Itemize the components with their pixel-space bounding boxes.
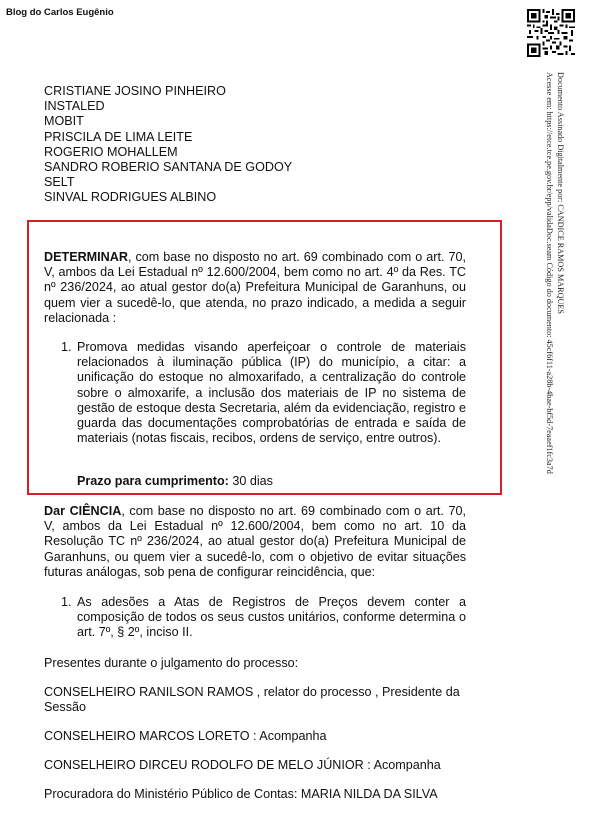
conselheiro-line: CONSELHEIRO RANILSON RAMOS , relator do processo , Presidente da Sessão xyxy=(44,685,460,715)
ciencia-keyword: Dar CIÊNCIA xyxy=(44,504,122,518)
qr-code xyxy=(527,9,575,57)
names-list xyxy=(44,84,292,206)
name-item: ROGERIO MOHALLEM xyxy=(44,144,178,159)
name-item: PRISCILA DE LIMA LEITE xyxy=(44,129,193,144)
prazo-label: Prazo para cumprimento: xyxy=(77,474,229,488)
item-text: As adesões a Atas de Registros de Preços devem conter a composição de todos os seus custos unitários, conforme determina o art. 7º, § 2º, inciso II. xyxy=(77,595,466,640)
conselheiro-line: CONSELHEIRO MARCOS LORETO : Acompanha xyxy=(44,729,327,743)
validation-line: Acesse em: https://etce.tce.pe.gov.br/epp/validaDoc.seam Código do documento: 45cf6f11-a28b-4bae-bf5d-7eaaef1fc3a7d xyxy=(545,72,554,474)
name-item: MOBIT xyxy=(44,114,84,129)
name-item: CRISTIANE JOSINO PINHEIRO xyxy=(44,84,226,98)
signature-line: Documento Assinado Digitalmente por: CANDICE RAMOS MARQUES xyxy=(556,72,565,314)
determinar-keyword: DETERMINAR xyxy=(44,250,128,264)
determinar-paragraph xyxy=(44,250,466,326)
prazo-line xyxy=(77,474,517,489)
ciencia-paragraph xyxy=(44,504,466,580)
blog-title: Blog do Carlos Eugênio xyxy=(6,7,114,18)
item-number: 1. xyxy=(61,595,72,609)
name-item: SANDRO ROBERIO SANTANA DE GODOY xyxy=(44,160,293,175)
presentes-line: Presentes durante o julgamento do processo: xyxy=(44,656,299,670)
item-number: 1. xyxy=(61,340,72,354)
determinar-text: , com base no disposto no art. 69 combinado com o art. 70, V, ambos da Lei Estadual nº 12.600/2004, bem como no art. 4º da Res. TC nº 236/2024, ao atual gestor do(a) Prefeitura Municipal de Garanhuns, ou quem vier a sucedê-lo, que atenda, no prazo indicado, a medida a seguir relacionada : xyxy=(44,250,466,325)
conselheiro-line: CONSELHEIRO DIRCEU RODOLFO DE MELO JÚNIOR : Acompanha xyxy=(44,758,441,772)
prazo-value: 30 dias xyxy=(228,474,273,488)
name-item: SELT xyxy=(44,175,75,190)
name-item: SINVAL RODRIGUES ALBINO xyxy=(44,190,217,205)
ciencia-text: , com base no disposto no art. 69 combinado com o art. 70, V, ambos da Lei Estadual nº 12.600/2004, bem como no art. 10 da Resolução TC nº 236/2024, ao atual gestor do(a) Prefeitura Municipal de Garanhuns, ou quem vier a sucedê-lo, com o objetivo de evitar situações futuras análogas, sob pena de configurar reincidência, que: xyxy=(44,504,467,579)
name-item: INSTALED xyxy=(44,99,105,114)
item-text: Promova medidas visando aperfeiçoar o controle de materiais relacionados à iluminação pública (IP) do município, a citar: a unificação do estoque no almoxarifado, a centralização do controle sobre o almoxarife, a inclusão dos materiais de IP no sistema de gestão de estoque desta Secretaria, além da evidenciação, registro e guarda das documentações comprobatórias de entrada e saída de materiais (notas fiscais, recibos, ordens de serviço, entre outros). xyxy=(77,340,466,446)
procuradora-line: Procuradora do Ministério Público de Contas: MARIA NILDA DA SILVA xyxy=(44,787,438,801)
